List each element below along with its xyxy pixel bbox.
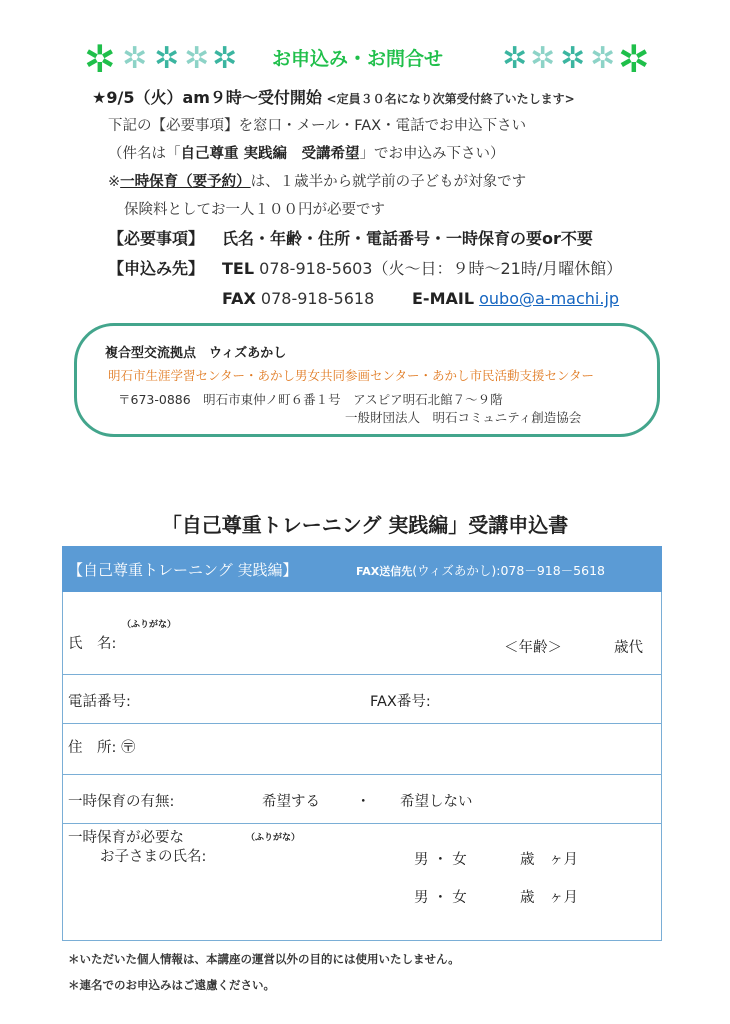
child-gender-option[interactable]: 男 ・ 女 — [414, 890, 467, 906]
start-date: ★9/5（火）am９時～受付開始 — [92, 88, 322, 107]
required-items: 氏名・年齢・住所・電話番号・一時保育の要or不要 — [222, 229, 593, 248]
fax-number-field[interactable]: FAX番号: — [370, 694, 431, 710]
child-age-field[interactable]: 歳 ヶ月 — [520, 890, 578, 906]
childcare-term: 一時保育（要予約） — [120, 174, 251, 190]
application-form — [62, 546, 662, 941]
joint-application-note: ＊連名でのお申込みはご遠慮ください。 — [68, 978, 275, 992]
star-icon: ✲ — [212, 41, 238, 76]
child-gender-option[interactable]: 男 ・ 女 — [414, 852, 467, 868]
privacy-note: ＊いただいた個人情報は、本講座の運営以外の目的には使用いたしません。 — [68, 952, 460, 966]
subject-text: 自己尊重 実践編 受講希望 — [180, 146, 360, 162]
row-divider — [62, 723, 662, 724]
star-icon: ✲ — [154, 41, 180, 76]
fax-label: FAX — [222, 289, 256, 308]
fax-value: 078-918-5618 — [260, 289, 375, 308]
subject-pre: （件名は「 — [108, 146, 181, 162]
name-field[interactable]: 氏 名: — [68, 636, 117, 652]
row-divider — [62, 823, 662, 824]
subject-instruction — [108, 144, 505, 164]
registration-start — [92, 88, 575, 109]
venue-centers: 明石市生涯学習センター・あかし男女共同参画センター・あかし市民活動支援センター — [108, 368, 595, 383]
star-icon: ✲ — [184, 41, 210, 76]
age-field[interactable]: 歳代 — [614, 640, 643, 656]
venue-address: 〒673-0886 明石市東仲ノ町６番１号 アスピア明石北館７～９階 — [118, 392, 503, 407]
tel-label: TEL — [222, 259, 255, 278]
tel-line — [222, 259, 622, 279]
email-label: E-MAIL — [412, 289, 475, 308]
age-label: ＜年齢＞ — [504, 640, 562, 656]
phone-field[interactable]: 電話番号: — [68, 694, 131, 710]
childcare-note — [108, 172, 526, 192]
address-label: 住 所: — [68, 740, 117, 756]
apply-label: 【申込み先】 — [108, 259, 205, 278]
form-header — [62, 546, 662, 592]
option-separator: ・ — [356, 794, 371, 810]
venue-name: 複合型交流拠点 ウィズあかし — [105, 346, 287, 361]
venue-organization: 一般財団法人 明石コミュニティ創造協会 — [345, 410, 582, 425]
star-icon: ✲ — [502, 41, 528, 76]
required-label: 【必要事項】 — [108, 229, 205, 248]
star-icon: ✲ — [618, 37, 650, 81]
childcare-label: 一時保育の有無: — [68, 794, 175, 810]
row-divider — [62, 774, 662, 775]
insurance-note: 保険料としてお一人１００円が必要です — [124, 202, 385, 218]
email-link[interactable]: oubo@a-machi.jp — [479, 289, 620, 308]
fax-dest-label: FAX送信先 — [356, 565, 413, 578]
star-icon: ✲ — [84, 37, 116, 81]
postal-mark-icon: 〶 — [121, 740, 136, 756]
name-furigana: （ふりがな） — [122, 620, 177, 630]
fax-line — [222, 289, 374, 309]
form-title: 「自己尊重トレーニング 実践編」受講申込書 — [161, 513, 569, 537]
fax-dest-value: (ウィズあかし):078－918－5618 — [412, 563, 605, 578]
note-mark: ※ — [108, 174, 121, 190]
email-line — [412, 289, 619, 309]
apply-methods: 下記の【必要事項】を窓口・メール・FAX・電話でお申込下さい — [108, 118, 527, 134]
child-name-label: 一時保育が必要な — [68, 830, 184, 846]
contact-heading: お申込み・お問合せ — [272, 48, 444, 70]
star-icon: ✲ — [560, 41, 586, 76]
star-icon: ✲ — [530, 41, 556, 76]
tel-value: 078-918-5603（火～日：９時～21時/月曜休館） — [259, 259, 623, 278]
form-header-fax — [356, 561, 605, 579]
subject-post: 」でお申込み下さい） — [359, 146, 505, 162]
star-icon: ✲ — [122, 41, 148, 76]
childcare-yes-option[interactable]: 希望する — [262, 794, 320, 810]
childcare-no-option[interactable]: 希望しない — [400, 794, 473, 810]
row-divider — [62, 674, 662, 675]
capacity-note: <定員３０名になり次第受付終了いたします> — [326, 92, 575, 106]
child-age-field[interactable]: 歳 ヶ月 — [520, 852, 578, 868]
address-field[interactable] — [68, 736, 136, 757]
child-furigana: （ふりがな） — [246, 833, 301, 843]
star-icon: ✲ — [590, 41, 616, 76]
childcare-target: は、１歳半から就学前の子どもが対象です — [250, 174, 527, 190]
child-name-label: お子さまの氏名: — [100, 849, 207, 865]
form-header-title: 【自己尊重トレーニング 実践編】 — [68, 561, 298, 579]
